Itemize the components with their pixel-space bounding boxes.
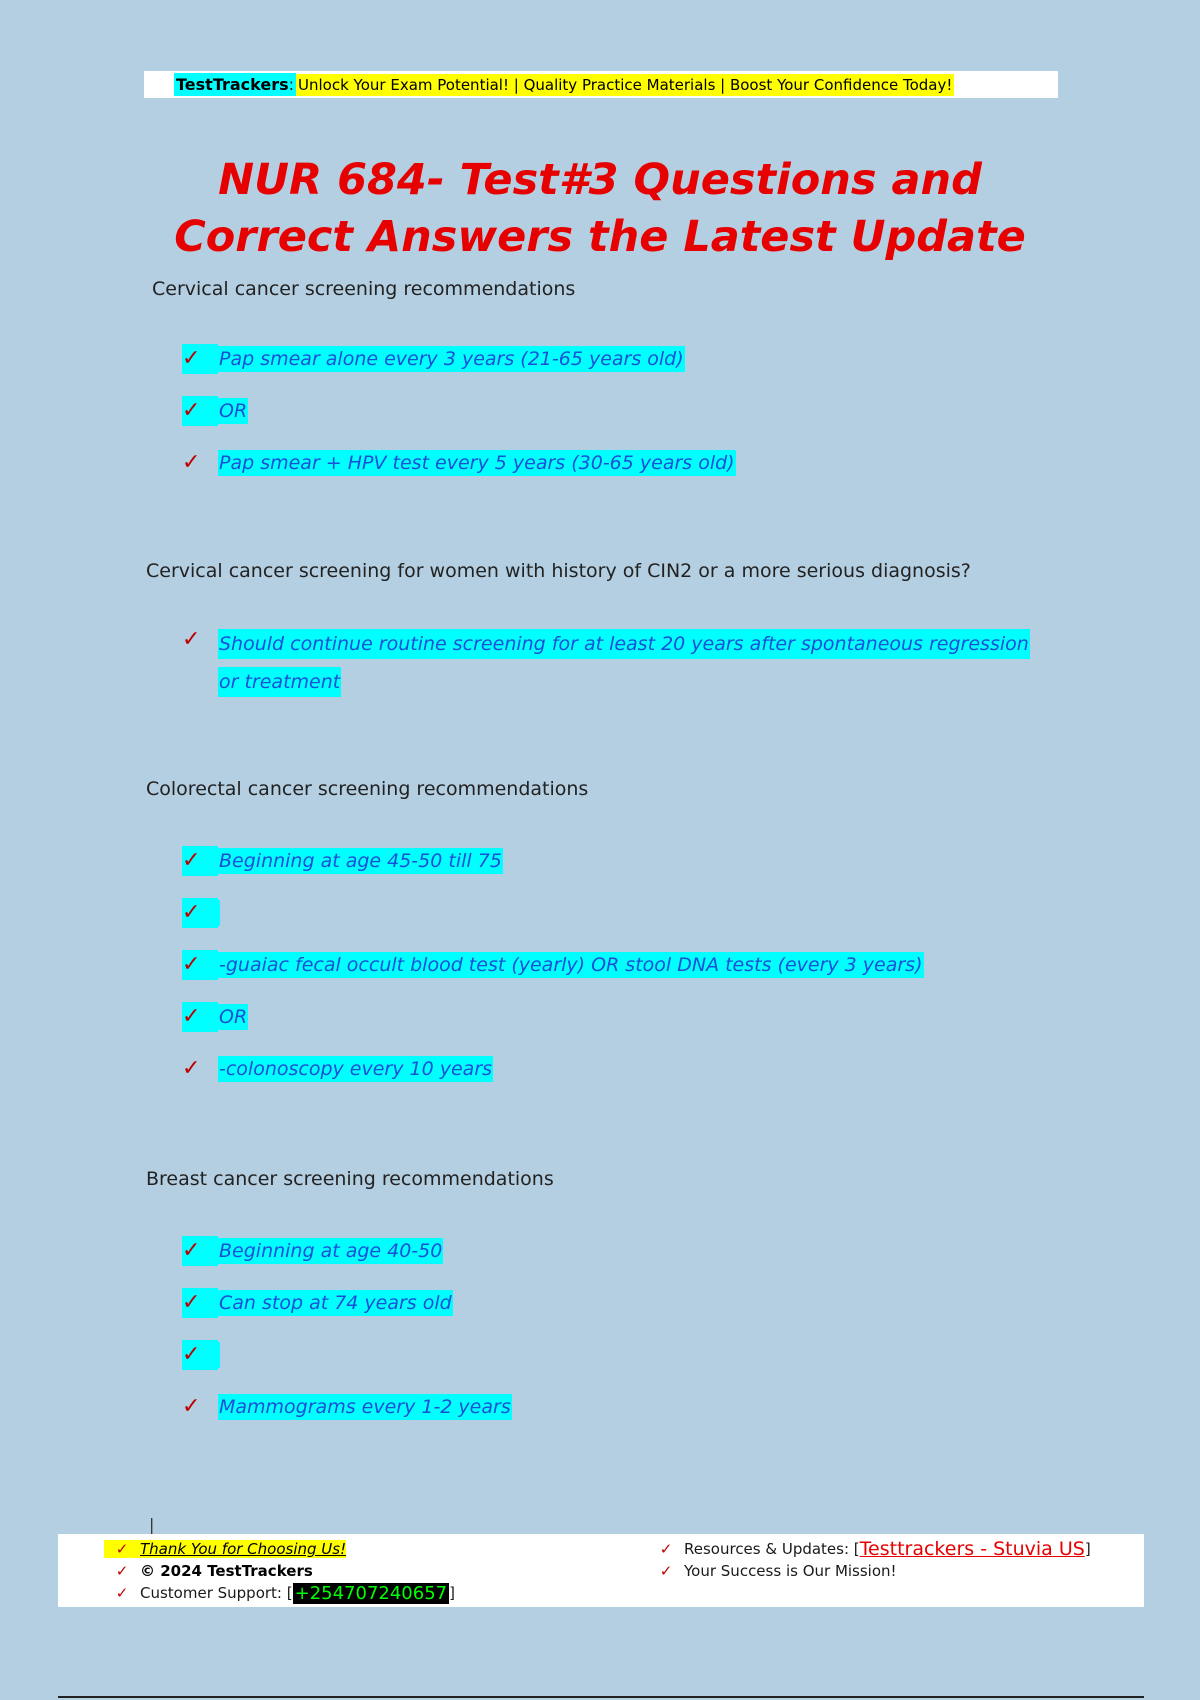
answer-text: Beginning at age 45-50 till 75	[219, 850, 502, 872]
list-item	[182, 1236, 512, 1288]
answer-list-cervical	[182, 344, 736, 500]
support-close: ]	[449, 1584, 455, 1602]
check-icon: ✓	[182, 396, 218, 426]
banner-tagline: Unlock Your Exam Potential! | Quality Practice Materials | Boost Your Confidence Today!	[298, 75, 953, 94]
footer-left	[104, 1538, 455, 1604]
check-icon: ✓	[659, 1540, 673, 1558]
check-icon: ✓	[182, 950, 218, 980]
resources-link[interactable]: Testtrackers - Stuvia US	[859, 1538, 1085, 1560]
check-icon: ✓	[182, 1288, 218, 1318]
list-item	[182, 344, 736, 396]
header-banner	[144, 71, 1058, 98]
page-footer	[58, 1534, 1144, 1607]
answer-text: Can stop at 74 years old	[219, 1292, 452, 1314]
check-icon: ✓	[182, 344, 218, 374]
resources-close: ]	[1084, 1540, 1091, 1558]
answer-list-colorectal	[182, 846, 924, 1106]
list-item	[182, 1288, 512, 1340]
answer-text: -colonoscopy every 10 years	[219, 1058, 493, 1080]
answer-text: Beginning at age 40-50	[219, 1240, 443, 1262]
footer-thanks: Thank You for Choosing Us!	[140, 1540, 347, 1558]
answer-text: OR	[219, 1006, 248, 1028]
answer-text: Should continue routine screening for at least 20 years after spontaneous regression or treatment	[218, 629, 1030, 697]
check-icon: ✓	[182, 450, 201, 475]
check-icon: ✓	[182, 1236, 218, 1266]
answer-text: Pap smear alone every 3 years (21-65 years old)	[219, 348, 684, 370]
list-item	[182, 1002, 924, 1054]
check-icon: ✓	[182, 846, 218, 876]
question-cervical-screening: Cervical cancer screening recommendations	[152, 278, 576, 300]
check-icon: ✓	[182, 627, 201, 652]
support-phone-link[interactable]: +254707240657	[294, 1582, 448, 1604]
support-label: Customer Support: [	[140, 1584, 293, 1602]
question-breast-screening: Breast cancer screening recommendations	[146, 1168, 554, 1190]
answer-text: OR	[219, 400, 248, 422]
list-item	[182, 1392, 512, 1444]
list-item	[182, 448, 736, 500]
resources-label: Resources & Updates: [	[684, 1540, 860, 1558]
document-title: NUR 684- Test#3 Questions and Correct Answers the Latest Update	[174, 155, 1026, 262]
question-cin2-screening: Cervical cancer screening for women with history of CIN2 or a more serious diagnosis?	[146, 560, 971, 582]
check-icon: ✓	[115, 1584, 129, 1602]
answer-text: Pap smear + HPV test every 5 years (30-65 years old)	[219, 452, 735, 474]
question-colorectal-screening: Colorectal cancer screening recommendations	[146, 778, 589, 800]
check-icon: ✓	[182, 898, 218, 928]
check-icon: ✓	[182, 1002, 218, 1032]
answer-text: -guaiac fecal occult blood test (yearly) OR stool DNA tests (every 3 years)	[219, 954, 923, 976]
list-item	[182, 1054, 924, 1106]
check-icon: ✓	[115, 1562, 129, 1580]
list-item	[182, 846, 924, 898]
list-item	[182, 1340, 512, 1392]
answer-list-cin2	[182, 625, 1038, 705]
check-icon: ✓	[182, 1340, 218, 1370]
list-item	[182, 625, 1038, 705]
text-cursor: |	[149, 1515, 155, 1534]
check-icon: ✓	[104, 1540, 140, 1558]
check-icon: ✓	[182, 1394, 201, 1419]
list-item	[182, 396, 736, 448]
answer-list-breast	[182, 1236, 512, 1444]
check-icon: ✓	[182, 1056, 201, 1081]
brand-separator: :	[288, 75, 295, 94]
footer-copyright: © 2024 TestTrackers	[140, 1562, 313, 1580]
footer-right	[648, 1538, 1091, 1582]
bottom-divider	[58, 1696, 1144, 1698]
list-item	[182, 898, 924, 950]
footer-mission: Your Success is Our Mission!	[684, 1562, 897, 1580]
list-item	[182, 950, 924, 1002]
answer-text: Mammograms every 1-2 years	[219, 1396, 511, 1418]
check-icon: ✓	[659, 1562, 673, 1580]
answer-text	[218, 900, 220, 926]
answer-text	[218, 1342, 220, 1368]
brand-name: TestTrackers	[176, 75, 289, 94]
